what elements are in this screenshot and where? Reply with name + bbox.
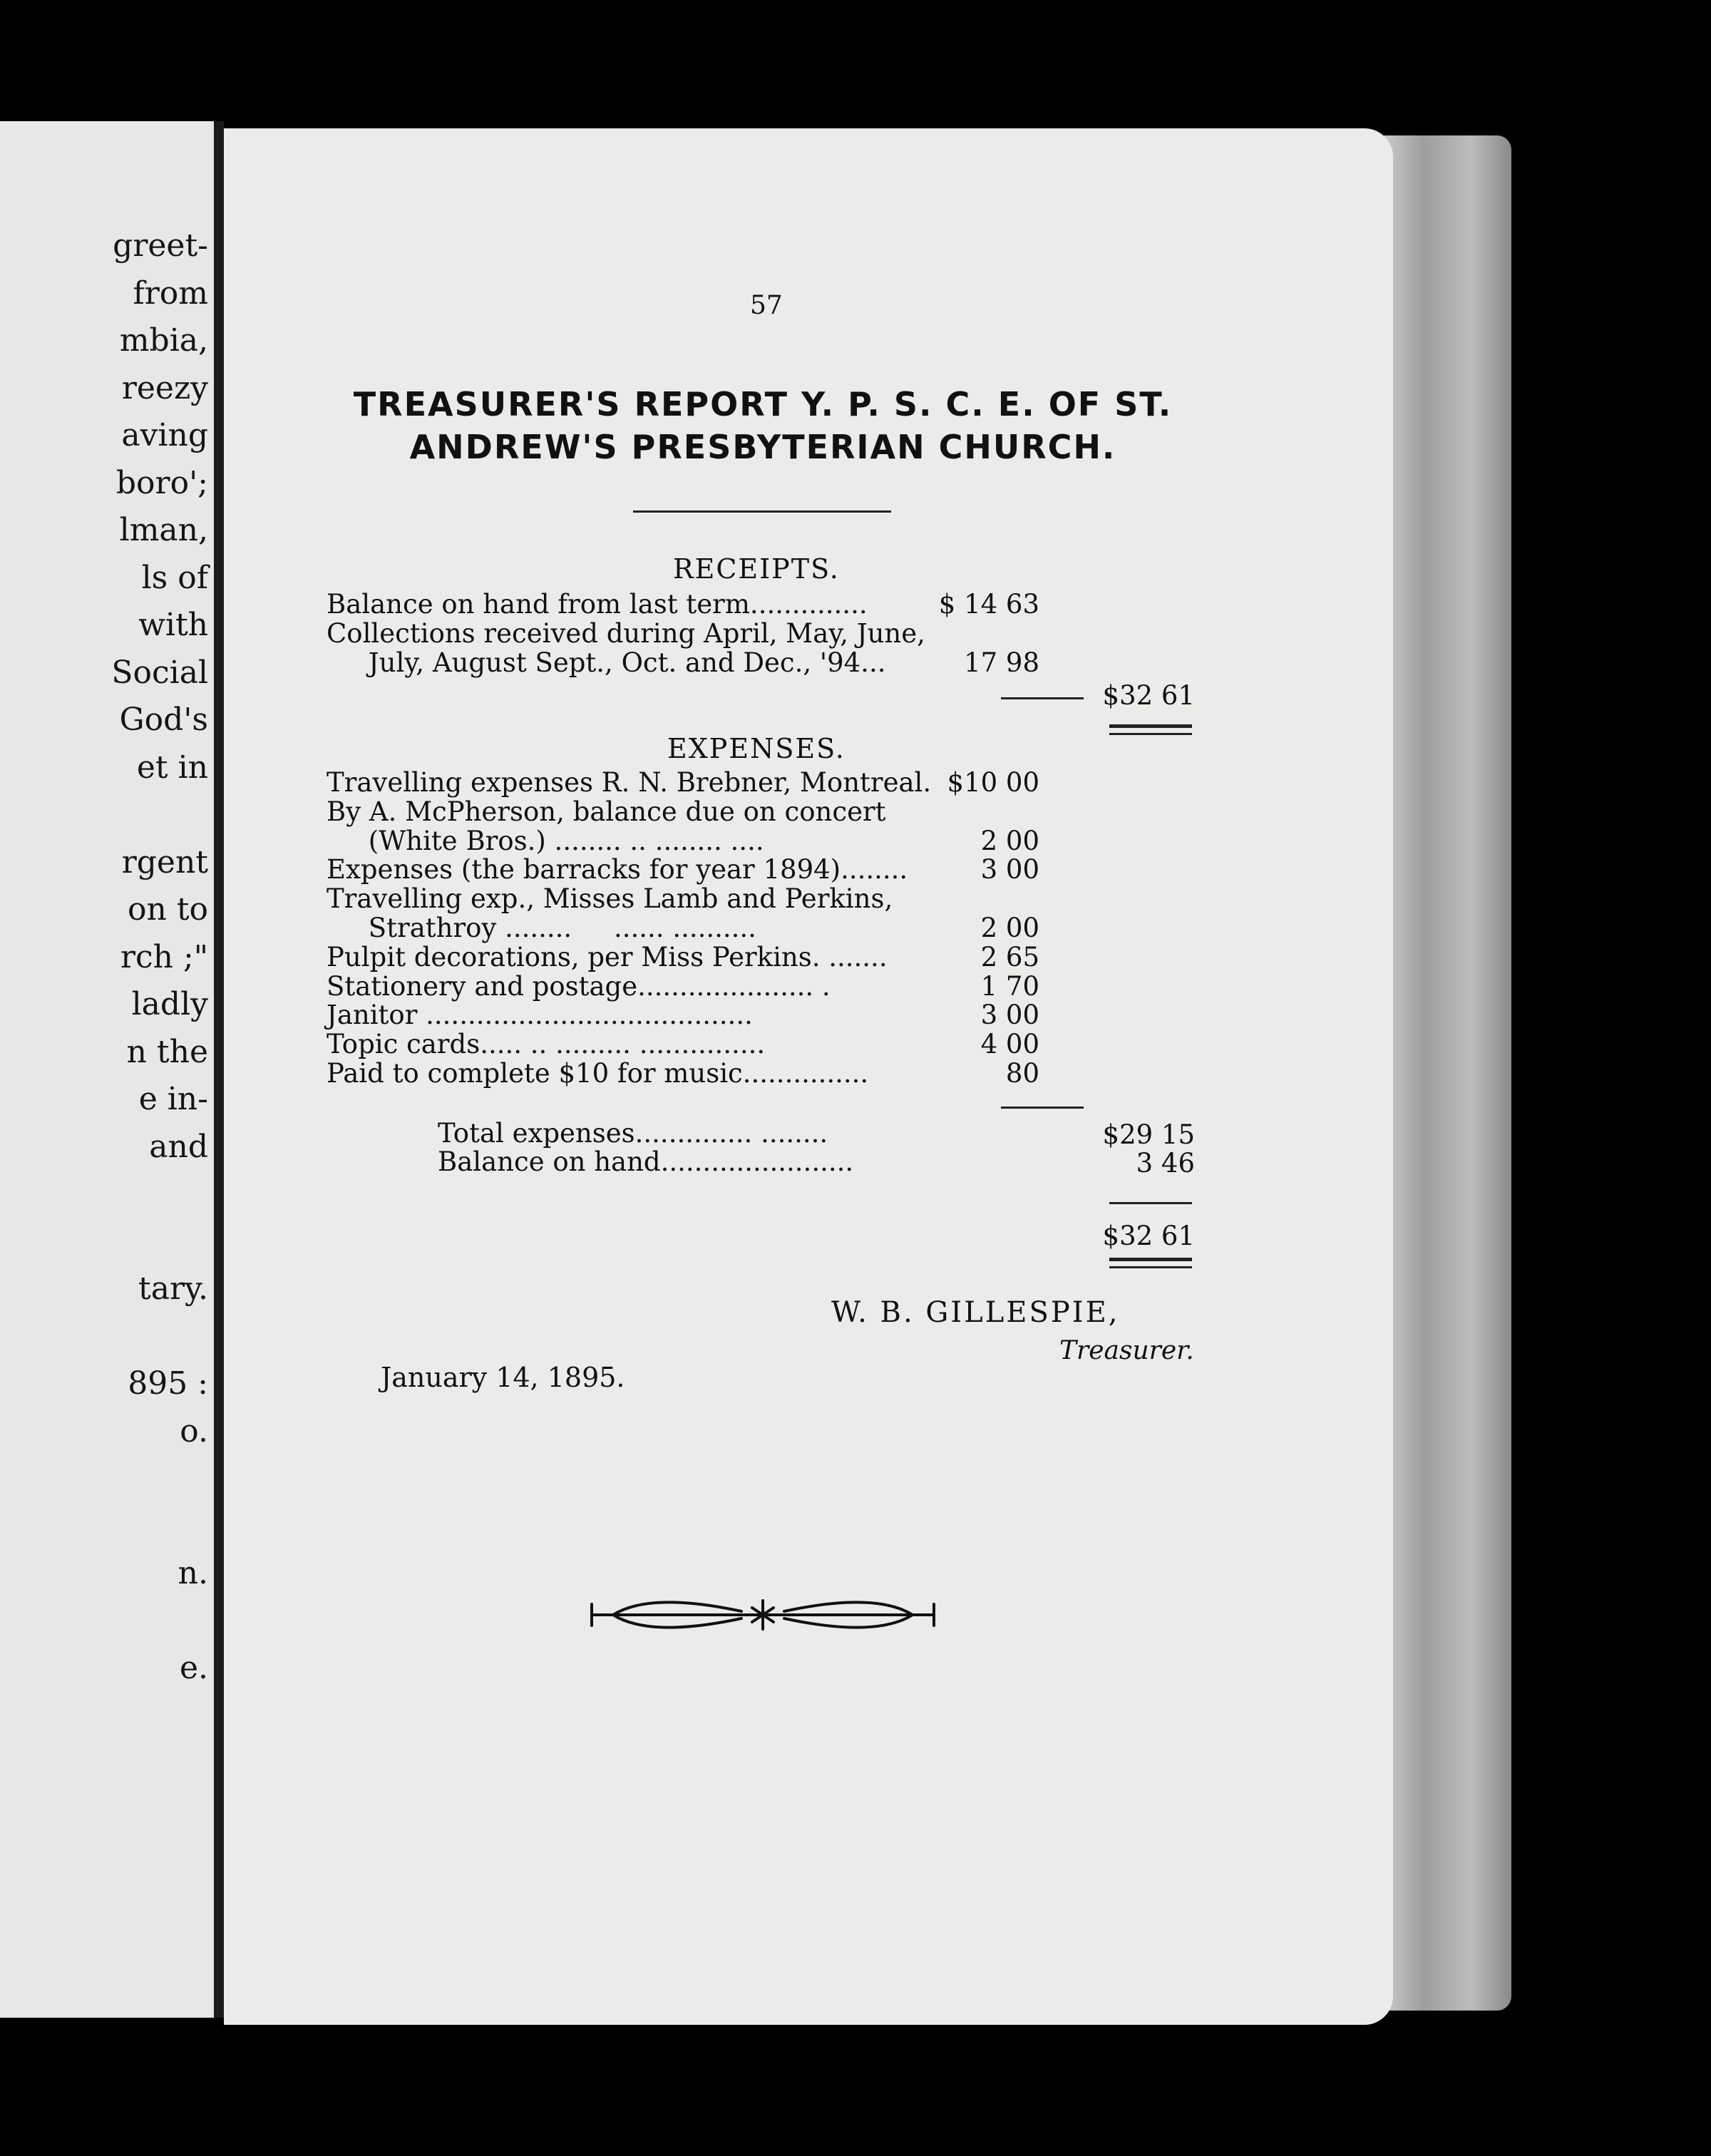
report-title-line1: TREASURER'S REPORT Y. P. S. C. E. OF ST. <box>353 385 1173 423</box>
line-item-text: By A. McPherson, balance due on concert <box>327 796 886 827</box>
left-page-line: and <box>149 1128 208 1165</box>
left-page-line: Social <box>111 654 208 691</box>
expenses-rule <box>1001 1107 1084 1109</box>
balance-label: Balance on hand....................... <box>438 1146 854 1177</box>
line-item-text: Expenses (the barracks for year 1894)........ <box>327 854 908 885</box>
receipts-double-rule-2 <box>1109 733 1192 735</box>
balance-amount: 3 46 <box>1136 1148 1195 1179</box>
grand-total-rule <box>1109 1202 1192 1204</box>
page-edges <box>1376 135 1511 2011</box>
signature-name: W. B. GILLESPIE, <box>831 1296 1120 1329</box>
left-page-line: God's <box>119 702 208 738</box>
left-page-line: e in- <box>138 1081 208 1117</box>
line-item-amount: 2 65 <box>980 941 1039 972</box>
left-page-line: ladly <box>131 986 208 1022</box>
grand-total: $32 61 <box>1102 1221 1195 1251</box>
line-item-amount: $ 14 63 <box>938 589 1039 620</box>
left-page-line: ls of <box>141 559 208 596</box>
receipts-heading: RECEIPTS. <box>673 553 840 585</box>
left-page-line: rch ;" <box>120 938 208 975</box>
left-page-line: o. <box>180 1412 208 1449</box>
receipts-total: $32 61 <box>1102 680 1195 711</box>
total-expenses-amount: $29 15 <box>1102 1119 1195 1150</box>
receipts-rule <box>1001 697 1084 699</box>
left-page-line: from <box>133 274 208 312</box>
line-item-text: Janitor ....................................... <box>327 1000 753 1031</box>
grand-double-rule-2 <box>1109 1266 1192 1268</box>
line-item-amount: 3 00 <box>980 854 1039 885</box>
left-page-line: boro'; <box>115 464 208 501</box>
line-item-text: (White Bros.) ........ .. ........ .... <box>327 825 764 856</box>
total-expenses-label: Total expenses.............. ........ <box>438 1118 828 1149</box>
line-item-amount: 80 <box>1005 1058 1039 1089</box>
line-item-text: Pulpit decorations, per Miss Perkins. ....... <box>327 941 888 972</box>
title-divider <box>633 510 891 513</box>
left-page-line: et in <box>136 749 208 786</box>
left-page-line: reezy <box>121 369 208 406</box>
line-item-text: Travelling exp., Misses Lamb and Perkins, <box>327 883 893 915</box>
left-page-line: rgent <box>121 843 208 881</box>
left-page-line: 895 : <box>128 1365 208 1402</box>
left-page-fragment <box>0 121 214 2018</box>
line-item-text: Travelling expenses R. N. Brebner, Montreal. <box>327 767 932 798</box>
line-item-text: Collections received during April, May, June, <box>327 618 925 649</box>
line-item-text: July, August Sept., Oct. and Dec., '94... <box>327 647 886 678</box>
page-number: 57 <box>750 291 783 320</box>
left-page-line: on to <box>128 891 208 928</box>
line-item-amount: 17 98 <box>964 647 1039 678</box>
grand-double-rule-1 <box>1109 1258 1192 1261</box>
left-page-line: lman, <box>119 512 208 548</box>
book-gutter <box>214 121 224 2018</box>
left-page-line: aving <box>121 417 208 453</box>
line-item-text: Topic cards..... .. ......... ............... <box>327 1029 766 1060</box>
line-item-text: Paid to complete $10 for music............... <box>327 1058 869 1089</box>
left-page-line: greet- <box>113 227 208 264</box>
line-item-text: Strathroy ........ ...... .......... <box>327 913 756 943</box>
line-item-text: Stationery and postage..................... . <box>327 970 831 1002</box>
left-page-line: n. <box>178 1555 208 1591</box>
left-page-line: tary. <box>138 1270 208 1307</box>
line-item-amount: 3 00 <box>980 1000 1039 1031</box>
report-title-line2: ANDREW'S PRESBYTERIAN CHURCH. <box>409 428 1116 466</box>
left-page-line: n the <box>126 1033 208 1070</box>
line-item-amount: 4 00 <box>980 1029 1039 1060</box>
signature-title: Treasurer. <box>1059 1336 1194 1365</box>
ornament-flourish <box>585 1590 941 1640</box>
report-date: January 14, 1895. <box>381 1362 625 1393</box>
line-item-amount: 2 00 <box>980 913 1039 943</box>
receipts-double-rule-1 <box>1109 724 1192 728</box>
expenses-heading: EXPENSES. <box>667 733 846 764</box>
line-item-amount: 1 70 <box>980 970 1039 1002</box>
left-page-line: e. <box>179 1650 208 1686</box>
line-item-amount: 2 00 <box>980 825 1039 856</box>
line-item-text: Balance on hand from last term.............. <box>327 589 868 620</box>
left-page-line: mbia, <box>119 322 208 359</box>
left-page-line: with <box>138 607 208 643</box>
line-item-amount: $10 00 <box>947 767 1039 798</box>
